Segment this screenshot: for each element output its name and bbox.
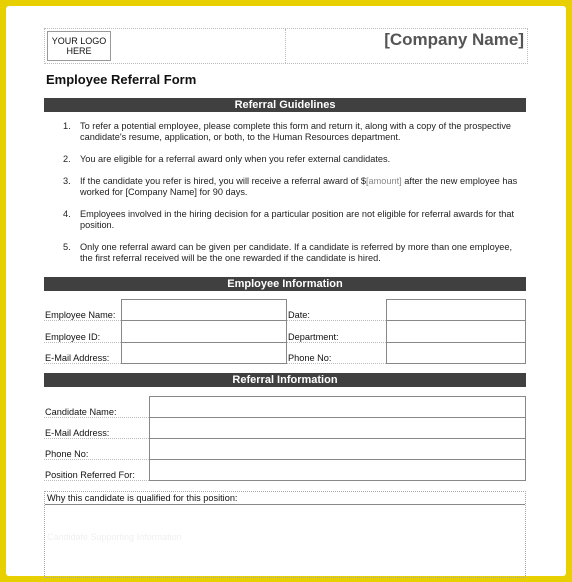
employee-id-field[interactable] [122, 321, 287, 343]
candidate-email-label: E-Mail Address: [44, 418, 150, 439]
guideline-text: Employees involved in the hiring decision for a particular position are not eligible for referral awards for that position. [80, 209, 515, 230]
qualification-label: Why this candidate is qualified for this position: [47, 493, 238, 503]
guideline-text-end: after the new employee has worked for [Company Name] for 90 days. [80, 176, 518, 197]
logo-placeholder: YOUR LOGO HERE [47, 31, 111, 61]
employee-name-label: Employee Name: [44, 300, 122, 321]
guideline-item [54, 176, 524, 198]
employee-email-field[interactable] [122, 343, 287, 364]
company-name: [Company Name] [384, 30, 524, 49]
guidelines-list [54, 121, 524, 275]
candidate-email-field[interactable] [150, 418, 526, 439]
qualification-box[interactable] [44, 491, 526, 578]
header-divider [285, 29, 287, 63]
date-label: Date: [287, 300, 387, 321]
department-label: Department: [287, 321, 387, 343]
guideline-number: 3. [63, 176, 71, 186]
guideline-number: 2. [63, 154, 71, 164]
candidate-phone-label: Phone No: [44, 439, 150, 460]
guideline-text: To refer a potential employee, please complete this form and return it, along with a copy of the prospective candidate's resume, application, or both, to the Human Resources department. [80, 121, 512, 142]
section-bar-guidelines: Referral Guidelines [44, 98, 526, 112]
guideline-item [54, 154, 524, 165]
guideline-number: 5. [63, 242, 71, 252]
date-field[interactable] [387, 300, 526, 321]
referral-info-table [44, 396, 526, 481]
guideline-number: 4. [63, 209, 71, 219]
employee-phone-label: Phone No: [287, 343, 387, 364]
guideline-item [54, 242, 524, 264]
position-label: Position Referred For: [44, 460, 150, 481]
position-field[interactable] [150, 460, 526, 481]
form-title: Employee Referral Form [46, 72, 197, 87]
guideline-text: You are eligible for a referral award only when you refer external candidates. [80, 154, 391, 164]
document-frame [6, 6, 566, 576]
qualification-divider [45, 504, 525, 505]
employee-email-label: E-Mail Address: [44, 343, 122, 364]
amount-placeholder[interactable]: [amount] [365, 176, 402, 186]
section-bar-referral: Referral Information [44, 373, 526, 387]
department-field[interactable] [387, 321, 526, 343]
form-page [6, 6, 566, 576]
employee-name-field[interactable] [122, 300, 287, 321]
guideline-item [54, 209, 524, 231]
guideline-text: If the candidate you refer is hired, you will receive a referral award of $ [80, 176, 366, 186]
header [44, 28, 528, 64]
section-bar-employee: Employee Information [44, 277, 526, 291]
employee-id-label: Employee ID: [44, 321, 122, 343]
guideline-item [54, 121, 524, 143]
guideline-text: Only one referral award can be given per candidate. If a candidate is referred by more than one employee, the first referral received will be the one rewarded if the candidate is hired. [80, 242, 513, 263]
guideline-number: 1. [63, 121, 71, 131]
candidate-name-label: Candidate Name: [44, 397, 150, 418]
employee-phone-field[interactable] [387, 343, 526, 364]
qualification-watermark: Candidate Supporting Information [47, 532, 182, 542]
candidate-name-field[interactable] [150, 397, 526, 418]
candidate-phone-field[interactable] [150, 439, 526, 460]
employee-info-table [44, 299, 526, 364]
